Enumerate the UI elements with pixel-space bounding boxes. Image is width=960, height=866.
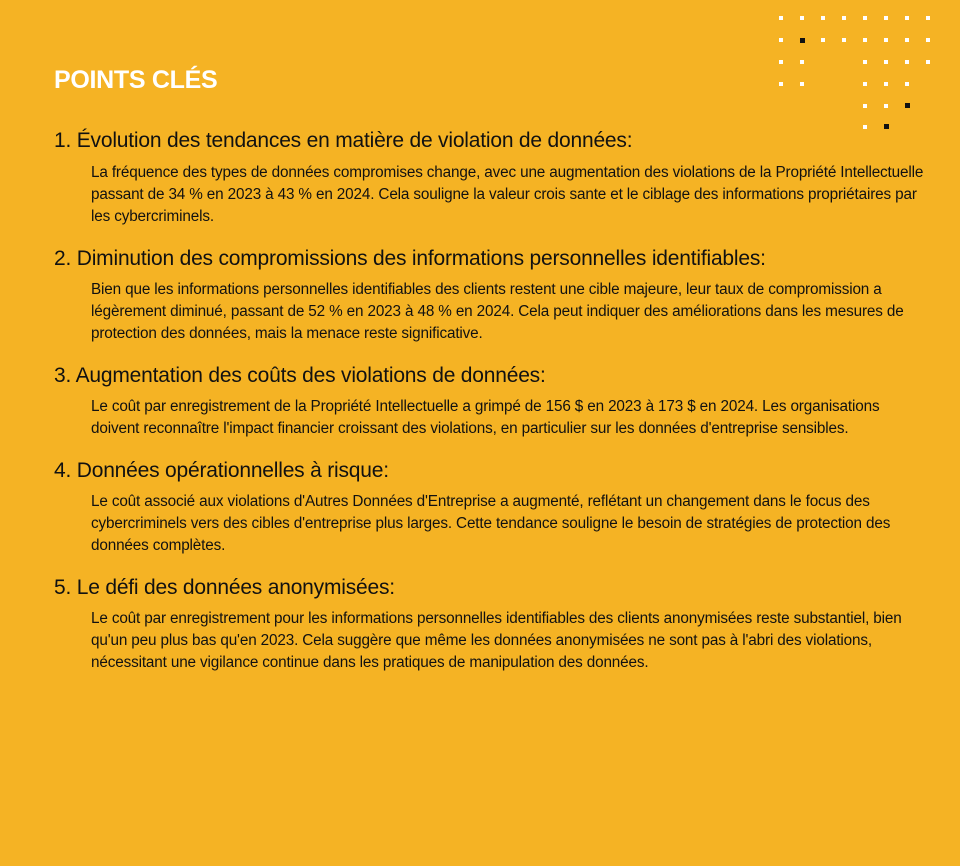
key-point-title: 4. Données opérationnelles à risque: (54, 459, 389, 482)
page-heading: POINTS CLÉS (54, 66, 218, 94)
key-point-body: Bien que les informations personnelles identifiables des clients restent une cible majeure, leur taux de compromission a légèrement diminué, passant de 52 % en 2023 à 48 % en 2024. Cela peut indiquer des améliorations dans les mesures de protection des données, mais la menace reste significative. (91, 281, 904, 342)
key-point (54, 363, 924, 440)
key-point (54, 575, 924, 674)
key-point-title: 3. Augmentation des coûts des violations de données: (54, 364, 546, 387)
key-point-title: 1. Évolution des tendances en matière de violation de données: (54, 129, 633, 152)
key-point (54, 458, 924, 557)
key-point (54, 246, 924, 345)
key-point-body: Le coût par enregistrement pour les informations personnelles identifiables des clients anonymisées reste substantiel, bien qu'un peu plus bas qu'en 2023. Cela suggère que même les données anonymisées ne sont pas à l'abri des violations, nécessitant une vigilance continue dans les pratiques de manipulation des données. (91, 610, 902, 671)
key-point (54, 128, 924, 228)
key-points-list (54, 128, 924, 674)
key-point-body: Le coût par enregistrement de la Propriété Intellectuelle a grimpé de 156 $ en 2023 à 173 $ en 2024. Les organisations doivent reconnaître l'impact financier croissant des violations, en particulier sur les données d'entreprise sensibles. (91, 398, 880, 437)
key-point-title: 2. Diminution des compromissions des informations personnelles identifiables: (54, 247, 766, 270)
key-point-title: 5. Le défi des données anonymisées: (54, 576, 395, 599)
key-point-body: Le coût associé aux violations d'Autres Données d'Entreprise a augmenté, reflétant un changement dans le focus des cybercriminels vers des cibles d'entreprise plus larges. Cette tendance souligne le besoin de stratégies de protection des données complètes. (91, 493, 891, 554)
key-point-body: La fréquence des types de données compromises change, avec une augmentation des violations de la Propriété Intellectuelle passant de 34 % en 2023 à 43 % en 2024. Cela souligne la valeur crois sante et le ciblage des informations propriétaires par les cybercriminels. (91, 164, 924, 225)
